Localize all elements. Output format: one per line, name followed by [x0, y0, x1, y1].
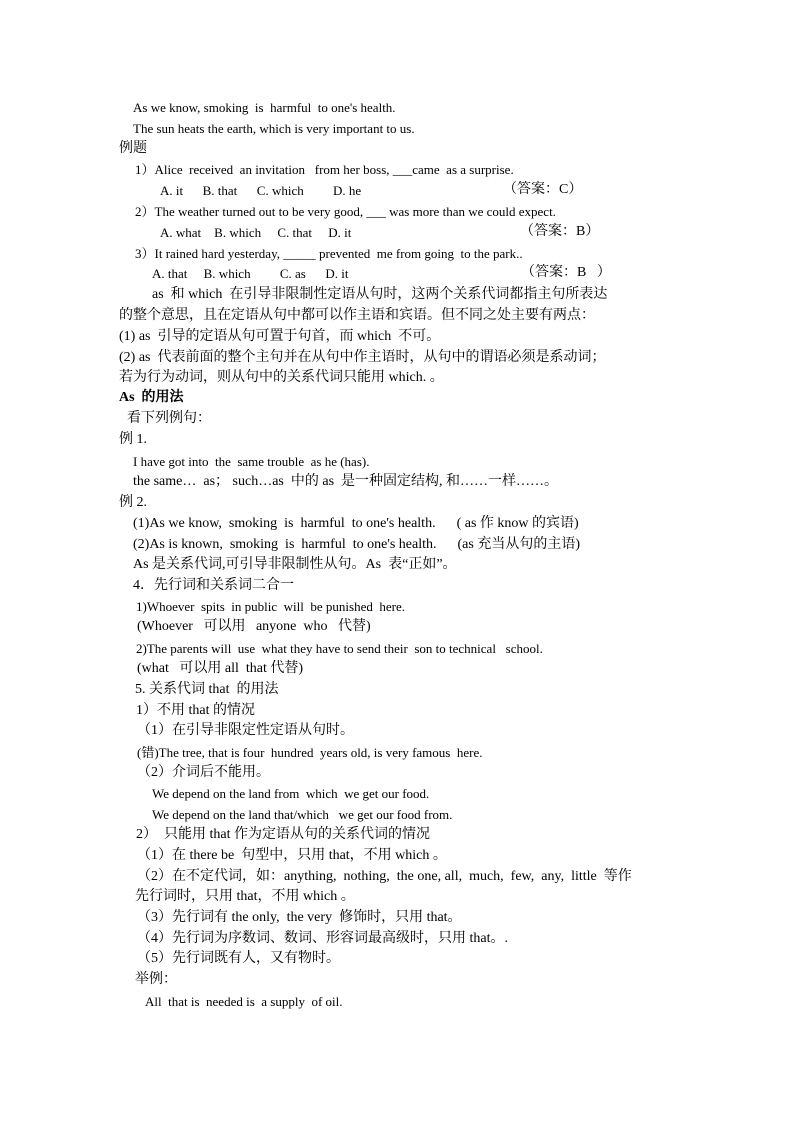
paragraph-line: the same… as； such…as 中的 as 是一种固定结构, 和……一样……。: [133, 474, 559, 489]
paragraph-line: as 和 which 在引导非限制性定语从句时，这两个关系代词都指主句所表达: [152, 287, 608, 302]
example-label: 例 1.: [119, 432, 147, 447]
question-options: A. that B. which C. as D. it: [152, 266, 349, 281]
text-line: The sun heats the earth, which is very important to us.: [133, 121, 415, 136]
paragraph-line: (1) as 引导的定语从句可置于句首，而 which 不可。: [119, 329, 441, 344]
example-sentence: All that is needed is a supply of oil.: [145, 994, 343, 1009]
example-label: 例 2.: [119, 495, 147, 510]
example-sentence: (错)The tree, that is four hundred years old, is very famous here.: [137, 745, 483, 760]
question-text: 3）It rained hard yesterday, _____ prevented me from going to the park..: [135, 246, 523, 261]
paragraph-line: （2）介词后不能用。: [137, 765, 270, 780]
section-heading: 5. 关系代词 that 的用法: [135, 682, 279, 697]
paragraph-line: 的整个意思，且在定语从句中都可以作主语和宾语。但不同之处主要有两点：: [119, 308, 595, 323]
paragraph-line: 看下列例句：: [127, 411, 211, 426]
subsection-heading: 2） 只能用 that 作为定语从句的关系代词的情况: [136, 827, 430, 842]
example-sentence: (1)As we know, smoking is harmful to one's health. ( as 作 know 的宾语): [133, 516, 579, 531]
example-sentence: We depend on the land from which we get our food.: [152, 786, 430, 801]
answer-label: （答案：B）: [520, 224, 600, 239]
paragraph-line: （2）在不定代词，如：anything, nothing, the one, all, much, few, any, little 等作: [137, 869, 632, 884]
paragraph-line: (what 可以用 all that 代替): [137, 661, 304, 676]
text-line: As we know, smoking is harmful to one's health.: [133, 100, 396, 115]
question-text: 2）The weather turned out to be very good, ___ was more than we could expect.: [135, 204, 556, 219]
paragraph-line: 若为行为动词，则从句中的关系代词只能用 which. 。: [119, 370, 444, 385]
paragraph-line: （1）在引导非限定性定语从句时。: [137, 723, 354, 738]
example-sentence: We depend on the land that/which we get our food from.: [152, 807, 453, 822]
paragraph-line: (Whoever 可以用 anyone who 代替): [137, 619, 371, 634]
paragraph-line: 举例：: [135, 972, 177, 987]
question-options: A. what B. which C. that D. it: [160, 225, 352, 240]
paragraph-line: 先行词时，只用 that，不用 which 。: [135, 889, 355, 904]
section-heading: 4．先行词和关系词二合一: [133, 578, 294, 593]
answer-label: （答案：B ）: [521, 265, 611, 280]
paragraph-line: （3）先行词有 the only, the very 修饰时，只用 that。: [137, 910, 462, 925]
paragraph-line: (2) as 代表前面的整个主句并在从句中作主语时，从句中的谓语必须是系动词；: [119, 350, 606, 365]
section-heading: As 的用法: [119, 390, 184, 405]
example-sentence: (2)As is known, smoking is harmful to one's health. (as 充当从句的主语): [133, 537, 580, 552]
question-options: A. it B. that C. which D. he: [160, 183, 362, 198]
answer-label: （答案：C）: [503, 182, 583, 197]
example-sentence: 1)Whoever spits in public will be punished here.: [136, 599, 405, 614]
paragraph-line: （5）先行词既有人，又有物时。: [137, 951, 340, 966]
section-heading: 例题: [119, 141, 147, 156]
paragraph-line: As 是关系代词,可引导非限制性从句。As 表“正如”。: [133, 557, 457, 572]
paragraph-line: （4）先行词为序数词、数词、形容词最高级时，只用 that。.: [137, 931, 508, 946]
example-sentence: 2)The parents will use what they have to send their son to technical school.: [136, 641, 543, 656]
paragraph-line: （1）在 there be 句型中，只用 that，不用 which 。: [137, 848, 447, 863]
example-sentence: I have got into the same trouble as he (has).: [133, 454, 370, 469]
question-text: 1）Alice received an invitation from her boss, ___came as a surprise.: [135, 162, 514, 177]
subsection-heading: 1）不用 that 的情况: [136, 703, 255, 718]
